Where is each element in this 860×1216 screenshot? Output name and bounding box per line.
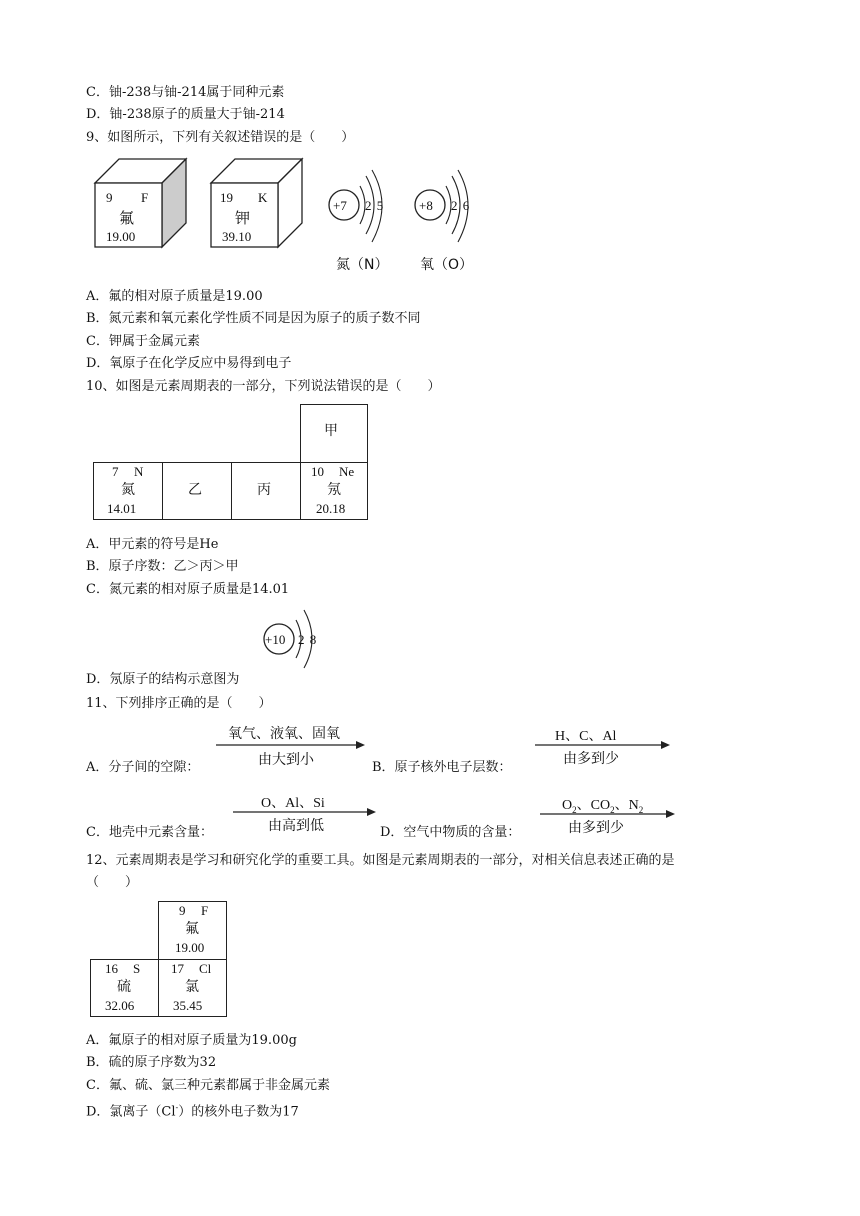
q9-option-a: A．氟的相对原子质量是19.00 [86, 289, 263, 304]
q9-atom-oxygen [412, 168, 492, 278]
cell-ne-mass: 20.18 [316, 501, 346, 516]
cube-f-mass: 19.00 [106, 229, 136, 244]
cube-k-symbol: K [258, 190, 268, 205]
arrow-d-co: 、CO [576, 798, 611, 813]
cube-k-mass: 39.10 [222, 229, 252, 244]
cell-jia [300, 404, 368, 463]
atom-n-label: 氮（N） [336, 257, 389, 273]
cell-cl-mass: 35.45 [173, 998, 203, 1013]
cell-cl-symbol: Cl [199, 961, 212, 976]
arrow-c-bottom-text: 由高到低 [268, 818, 324, 834]
q9-atom-nitrogen [326, 168, 406, 278]
q12-option-d-post: ）的核外电子数为17 [178, 1104, 299, 1120]
cell-s-mass: 32.06 [105, 998, 135, 1013]
atom-ne-shells: 2 8 [298, 632, 317, 647]
cell-cl-name: 氯 [185, 979, 199, 995]
q8-option-c: C．铀-238与铀-214属于同种元素 [86, 85, 285, 100]
q9-option-d: D．氧原子在化学反应中易得到电子 [86, 356, 292, 371]
q12-option-b: B．硫的原子序数为32 [86, 1055, 217, 1070]
cell-s-name: 硫 [117, 979, 131, 995]
q11-option-a-arrow [216, 723, 366, 773]
arrow-a-bottom-text: 由大到小 [258, 752, 314, 768]
cell-ne-number: 10 [311, 464, 324, 479]
q11-option-d-arrow [540, 794, 676, 844]
q9-option-c: C．钾属于金属元素 [86, 334, 200, 349]
atom-n-shells: 2 5 [365, 198, 384, 213]
cell-f-symbol: F [201, 903, 209, 918]
q12-stem-line2: （ ） [86, 875, 139, 890]
cube-k-number: 19 [220, 190, 233, 205]
q11-option-b-arrow [535, 725, 671, 775]
arrow-b-top-text: H、C、Al [555, 729, 617, 744]
q12-option-d [86, 1100, 299, 1120]
cell-s-symbol: S [133, 961, 141, 976]
q12-option-d-sup: - [175, 1103, 179, 1112]
cell-f-mass: 19.00 [175, 940, 205, 955]
q10-stem: 10、如图是元素周期表的一部分，下列说法错误的是（ ） [86, 379, 441, 394]
cell-s-number: 16 [105, 961, 118, 976]
q9-option-b: B．氮元素和氧元素化学性质不同是因为原子的质子数不同 [86, 311, 421, 326]
arrow-d-n: 、N [614, 798, 639, 813]
arrow-d-sub-3: 2 [638, 804, 644, 815]
q11-option-c-arrow [233, 792, 377, 842]
arrow-d-sub-1: 2 [572, 804, 577, 815]
q10-atom-neon [260, 604, 330, 676]
atom-o-label: 氧（O） [420, 257, 474, 273]
q12-option-d-pre: D．氯离子（Cl [86, 1104, 176, 1120]
cube-f-symbol: F [141, 190, 149, 205]
arrow-a-top-text: 氧气、液氧、固氧 [228, 726, 340, 742]
atom-o-nucleus: +8 [419, 198, 433, 213]
q8-option-d: D．铀-238原子的质量大于铀-214 [86, 107, 285, 122]
cube-f-name: 氟 [119, 209, 135, 227]
arrow-d-bottom-text: 由多到少 [568, 820, 624, 836]
cell-yi [162, 462, 232, 520]
q11-option-a-label: A．分子间的空隙： [86, 760, 200, 775]
cell-yi-label: 乙 [188, 482, 202, 498]
cell-chlorine [158, 959, 227, 1017]
cell-ne-symbol: Ne [339, 464, 355, 479]
arrow-b-bottom-text: 由多到少 [563, 751, 619, 767]
cell-n-symbol: N [134, 464, 144, 479]
cell-fluorine [158, 901, 227, 960]
q12-option-a: A．氟原子的相对原子质量为19.00g [86, 1033, 297, 1048]
cell-n-number: 7 [112, 464, 119, 479]
q10-option-a: A．甲元素的符号是He [86, 537, 219, 552]
cell-n-mass: 14.01 [107, 501, 137, 516]
q12-stem-line1: 12、元素周期表是学习和研究化学的重要工具。如图是元素周期表的一部分，对相关信息表述正确的是 [86, 853, 675, 868]
q9-cube-fluorine [92, 157, 188, 249]
q10-option-b: B．原子序数：乙＞丙＞甲 [86, 559, 239, 574]
atom-ne-nucleus: +10 [265, 632, 286, 647]
cell-bing [231, 462, 301, 520]
q11-option-d-label: D．空气中物质的含量： [380, 825, 521, 840]
cell-sulfur [90, 959, 159, 1017]
arrow-d-o: O [562, 798, 573, 813]
cell-cl-number: 17 [171, 961, 184, 976]
cell-n-name: 氮 [121, 482, 135, 498]
cell-f-name: 氟 [185, 921, 199, 937]
q11-stem: 11、下列排序正确的是（ ） [86, 696, 272, 711]
cell-neon [300, 462, 368, 520]
q10-option-c: C．氮元素的相对原子质量是14.01 [86, 582, 290, 597]
cell-nitrogen [93, 462, 163, 520]
q11-option-b-label: B．原子核外电子层数： [372, 760, 512, 775]
q9-cube-potassium [208, 157, 304, 249]
arrow-c-top-text: O、Al、Si [261, 796, 325, 811]
cube-k-name: 钾 [235, 209, 251, 227]
cell-ne-name: 氖 [327, 482, 341, 498]
q9-stem: 9、如图所示，下列有关叙述错误的是（ ） [86, 130, 355, 145]
q10-option-d: D．氖原子的结构示意图为 [86, 672, 240, 687]
q11-option-c-label: C．地壳中元素含量： [86, 825, 213, 840]
atom-n-nucleus: +7 [333, 198, 347, 213]
cube-f-number: 9 [106, 190, 113, 205]
q12-option-c: C．氟、硫、氯三种元素都属于非金属元素 [86, 1078, 330, 1093]
cell-f-number: 9 [179, 903, 186, 918]
cell-jia-label: 甲 [324, 423, 338, 439]
arrow-d-sub-2: 2 [610, 804, 615, 815]
cell-bing-label: 丙 [257, 482, 271, 498]
atom-o-shells: 2 6 [451, 198, 470, 213]
